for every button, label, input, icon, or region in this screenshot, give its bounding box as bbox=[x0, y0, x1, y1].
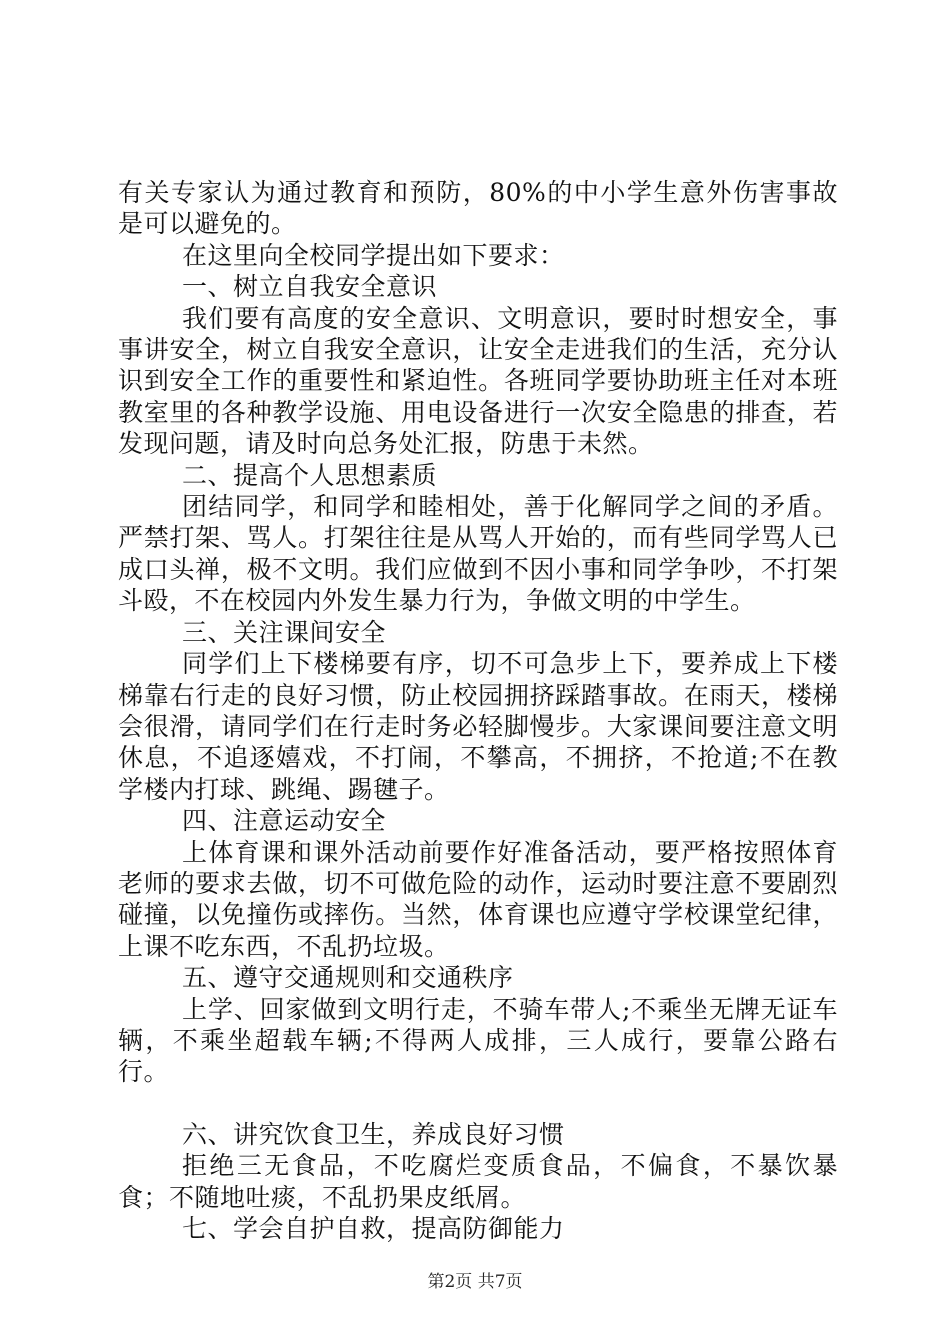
section-heading-3: 三、关注课间安全 bbox=[182, 617, 387, 647]
section-body-3: 同学们上下楼梯要有序，切不可急步上下，要养成上下楼梯靠右行走的良好习惯，防止校园拥挤踩踏事故。在雨天，楼梯会很滑，请同学们在行走时务必轻脚慢步。大家课间要注意文明休息，不追逐嬉戏，不打闹，不攀高，不拥挤，不抢道;不在教学楼内打球、跳绳、踢毽子。 bbox=[118, 649, 838, 804]
section-heading-1: 一、树立自我安全意识 bbox=[182, 272, 438, 302]
section-body-2: 团结同学，和同学和睦相处，善于化解同学之间的矛盾。严禁打架、骂人。打架往往是从骂人开始的，而有些同学骂人已成口头禅，极不文明。我们应做到不因小事和同学争吵，不打架斗殴，不在校园内外发生暴力行为，争做文明的中学生。 bbox=[118, 492, 838, 616]
requirements-intro: 在这里向全校同学提出如下要求： bbox=[182, 240, 565, 270]
document-body bbox=[118, 177, 838, 1244]
section-heading-7: 七、学会自护自救，提高防御能力 bbox=[182, 1214, 565, 1243]
section-heading-4: 四、注意运动安全 bbox=[182, 806, 387, 836]
intro-paragraph: 有关专家认为通过教育和预防，80%的中小学生意外伤害事故是可以避免的。 bbox=[118, 178, 838, 239]
section-body-4: 上体育课和课外活动前要作好准备活动，要严格按照体育老师的要求去做，切不可做危险的动作，运动时要注意不要剧烈碰撞，以免撞伤或摔伤。当然，体育课也应遵守学校课堂纪律，上课不吃东西，不乱扔垃圾。 bbox=[118, 837, 838, 961]
section-body-6: 拒绝三无食品，不吃腐烂变质食品，不偏食，不暴饮暴食；不随地吐痰，不乱扔果皮纸屑。 bbox=[118, 1151, 838, 1212]
section-heading-6: 六、讲究饮食卫生，养成良好习惯 bbox=[182, 1119, 565, 1149]
section-heading-2: 二、提高个人思想素质 bbox=[182, 460, 438, 490]
section-body-1: 我们要有高度的安全意识、文明意识，要时时想安全，事事讲安全，树立自我安全意识，让安全走进我们的生活，充分认识到安全工作的重要性和紧迫性。各班同学要协助班主任对本班教室里的各种教学设施、用电设备进行一次安全隐患的排查，若发现问题，请及时向总务处汇报，防患于未然。 bbox=[118, 303, 838, 459]
section-body-5: 上学、回家做到文明行走，不骑车带人;不乘坐无牌无证车辆，不乘坐超载车辆;不得两人成排，三人成行，要靠公路右行。 bbox=[118, 994, 838, 1087]
page-number-footer: 第2页 共7页 bbox=[427, 1272, 523, 1292]
section-heading-5: 五、遵守交通规则和交通秩序 bbox=[182, 963, 514, 993]
